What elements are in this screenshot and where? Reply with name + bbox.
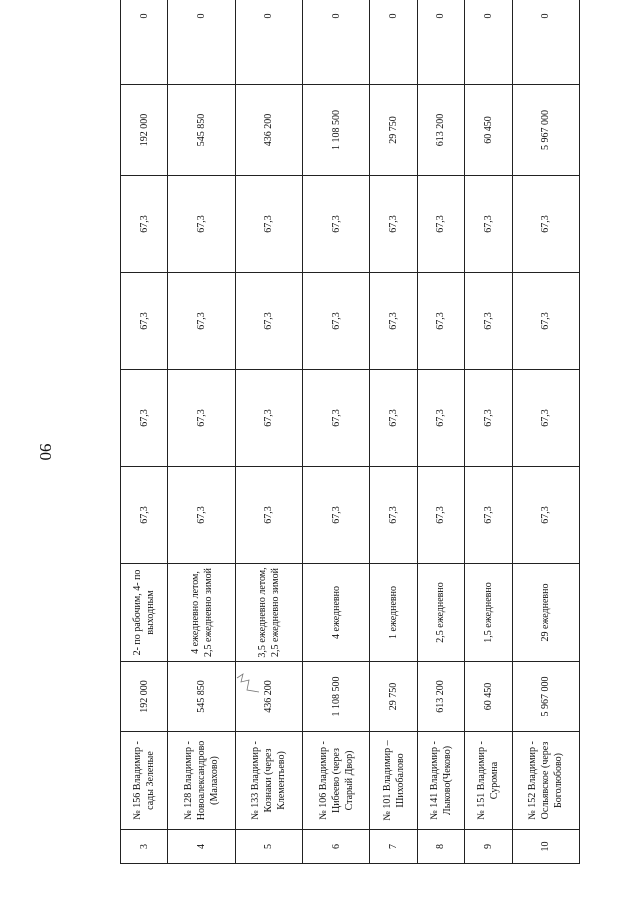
table-row <box>303 0 370 864</box>
route-name-cell: № 101 Владимир – Шихобалово <box>370 732 417 830</box>
passenger-count-cell: 1 108 500 <box>303 662 370 732</box>
trip-frequency-cell: 1,5 ежедневно <box>465 564 512 662</box>
last-value-cell: 0 <box>168 0 235 85</box>
table-row <box>512 0 579 864</box>
table-row <box>370 0 417 864</box>
rate-cell-3: 67,3 <box>168 273 235 370</box>
planned-volume-cell: 60 450 <box>465 85 512 176</box>
route-name-cell: № 128 Владимир - Новоалександрово (Малахово) <box>168 732 235 830</box>
rate-cell-4: 67,3 <box>465 176 512 273</box>
trip-frequency-cell: 29 ежедневно <box>512 564 579 662</box>
planned-volume-cell: 545 850 <box>168 85 235 176</box>
rate-cell-4: 67,3 <box>168 176 235 273</box>
page-number: 90 <box>36 443 55 461</box>
rate-cell-4: 67,3 <box>303 176 370 273</box>
planned-volume-cell: 613 200 <box>417 85 464 176</box>
trip-frequency-cell: 1 ежедневно <box>370 564 417 662</box>
planned-volume-cell: 1 108 500 <box>303 85 370 176</box>
rate-cell-1: 67,3 <box>370 467 417 564</box>
rotated-table-container <box>120 13 580 864</box>
trip-frequency-cell: 4 ежедневно <box>303 564 370 662</box>
last-value-cell: 0 <box>465 0 512 85</box>
rate-cell-1: 67,3 <box>417 467 464 564</box>
passenger-count-cell: 436 200 <box>235 662 302 732</box>
route-name-cell: № 152 Владимир - Осльявское (через Боголюбово) <box>512 732 579 830</box>
passenger-count-cell: 192 000 <box>121 662 168 732</box>
route-name-cell: № 151 Владимир - Суромна <box>465 732 512 830</box>
last-value-cell: 0 <box>235 0 302 85</box>
passenger-count-cell: 545 850 <box>168 662 235 732</box>
table-row <box>235 0 302 864</box>
last-value-cell: 0 <box>370 0 417 85</box>
rate-cell-3: 67,3 <box>512 273 579 370</box>
row-number-cell: 8 <box>417 830 464 864</box>
rate-cell-2: 67,3 <box>370 370 417 467</box>
rate-cell-3: 67,3 <box>303 273 370 370</box>
rate-cell-1: 67,3 <box>168 467 235 564</box>
table-row <box>465 0 512 864</box>
last-value-cell: 0 <box>417 0 464 85</box>
rate-cell-3: 67,3 <box>370 273 417 370</box>
rate-cell-3: 67,3 <box>465 273 512 370</box>
planned-volume-cell: 29 750 <box>370 85 417 176</box>
row-number-cell: 5 <box>235 830 302 864</box>
rate-cell-1: 67,3 <box>465 467 512 564</box>
route-name-cell: № 156 Владимир - сады Зеленые <box>121 732 168 830</box>
rate-cell-2: 67,3 <box>417 370 464 467</box>
table-row <box>417 0 464 864</box>
rate-cell-4: 67,3 <box>235 176 302 273</box>
row-number-cell: 6 <box>303 830 370 864</box>
trip-frequency-cell: 3,5 ежедневно летом, 2,5 ежедневно зимой <box>235 564 302 662</box>
rate-cell-2: 67,3 <box>303 370 370 467</box>
last-value-cell: 0 <box>303 0 370 85</box>
routes-table <box>120 0 580 864</box>
rate-cell-4: 67,3 <box>512 176 579 273</box>
rate-cell-4: 67,3 <box>417 176 464 273</box>
passenger-count-cell: 29 750 <box>370 662 417 732</box>
row-number-cell: 4 <box>168 830 235 864</box>
planned-volume-cell: 436 200 <box>235 85 302 176</box>
route-name-cell: № 106 Владимир - Цибеево (через Старый Двор) <box>303 732 370 830</box>
row-number-cell: 10 <box>512 830 579 864</box>
trip-frequency-cell: 4 ежедневно летом, 2,5 ежедневно зимой <box>168 564 235 662</box>
rate-cell-4: 67,3 <box>121 176 168 273</box>
rate-cell-3: 67,3 <box>121 273 168 370</box>
rate-cell-3: 67,3 <box>417 273 464 370</box>
rate-cell-2: 67,3 <box>512 370 579 467</box>
table-row <box>121 0 168 864</box>
row-number-cell: 3 <box>121 830 168 864</box>
trip-frequency-cell: 2- по рабочим, 4- по выходным <box>121 564 168 662</box>
trip-frequency-cell: 2,5 ежедневно <box>417 564 464 662</box>
rate-cell-2: 67,3 <box>235 370 302 467</box>
planned-volume-cell: 192 000 <box>121 85 168 176</box>
planned-volume-cell: 5 967 000 <box>512 85 579 176</box>
rate-cell-2: 67,3 <box>168 370 235 467</box>
last-value-cell: 0 <box>121 0 168 85</box>
rate-cell-1: 67,3 <box>121 467 168 564</box>
rate-cell-2: 67,3 <box>121 370 168 467</box>
row-number-cell: 7 <box>370 830 417 864</box>
rate-cell-3: 67,3 <box>235 273 302 370</box>
table-row <box>168 0 235 864</box>
rate-cell-4: 67,3 <box>370 176 417 273</box>
passenger-count-cell: 613 200 <box>417 662 464 732</box>
route-name-cell: № 133 Владимир - Кознаки (через Клементьево) <box>235 732 302 830</box>
passenger-count-cell: 5 967 000 <box>512 662 579 732</box>
table-body <box>121 0 580 864</box>
rate-cell-1: 67,3 <box>235 467 302 564</box>
route-name-cell: № 141 Владимир - Лыково(Чеково) <box>417 732 464 830</box>
row-number-cell: 9 <box>465 830 512 864</box>
passenger-count-cell: 60 450 <box>465 662 512 732</box>
rate-cell-1: 67,3 <box>512 467 579 564</box>
last-value-cell: 0 <box>512 0 579 85</box>
rate-cell-2: 67,3 <box>465 370 512 467</box>
rate-cell-1: 67,3 <box>303 467 370 564</box>
